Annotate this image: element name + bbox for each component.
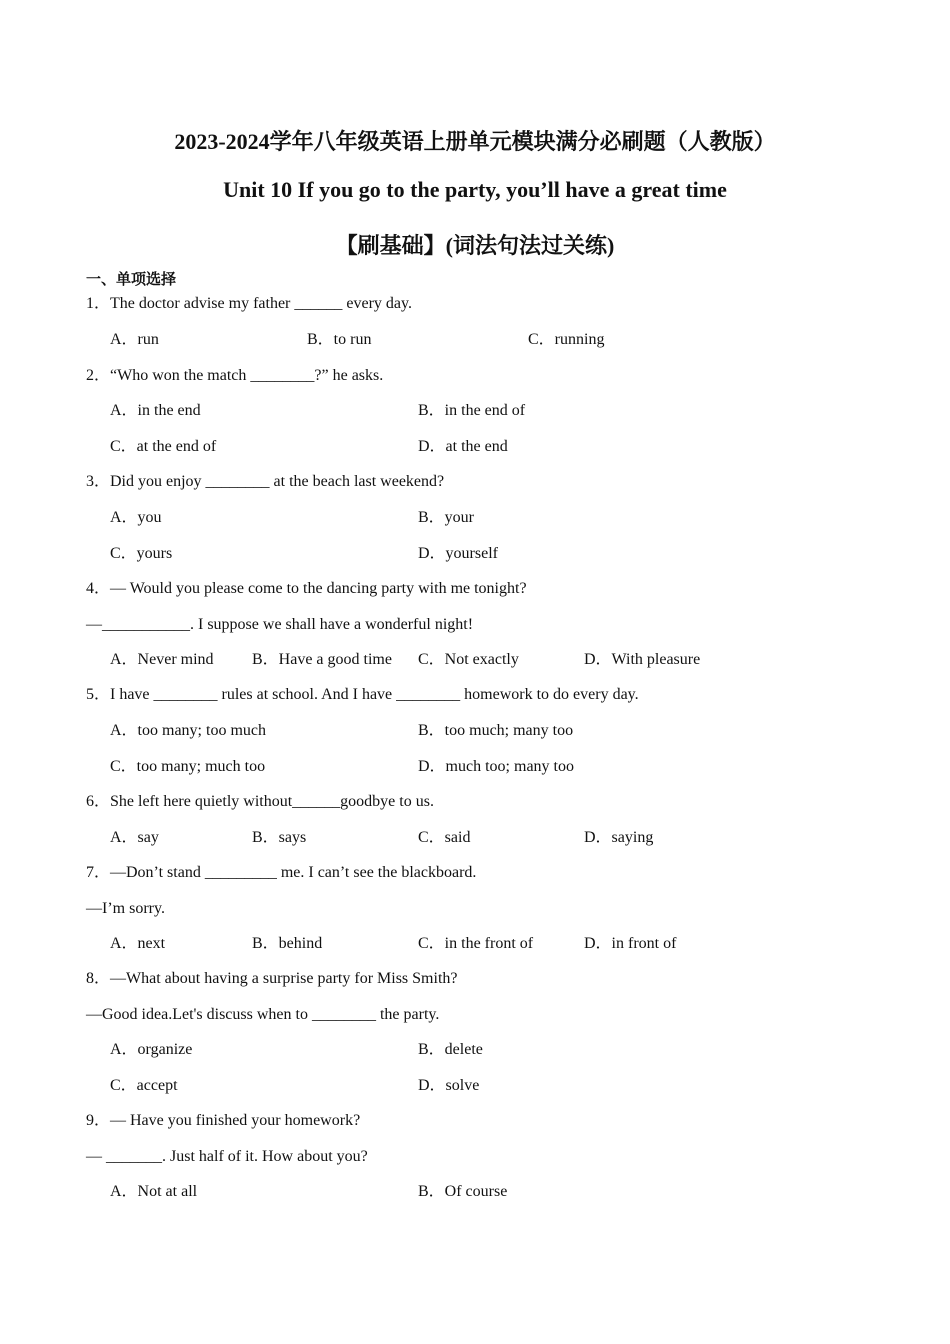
question-5-option-a: A．too many; too much: [110, 722, 266, 739]
question-8-option-d: D．solve: [418, 1077, 480, 1094]
question-4-stem: 4．— Would you please come to the dancing party with me tonight?: [86, 580, 527, 597]
question-8-option-c: C．accept: [110, 1077, 178, 1094]
question-6-option-b: B．says: [252, 829, 307, 846]
question-9-option-b: B．Of course: [418, 1183, 508, 1200]
question-9-response: — _______. Just half of it. How about you?: [86, 1148, 368, 1165]
question-6-option-c: C．said: [418, 829, 471, 846]
question-6-option-a: A．say: [110, 829, 159, 846]
question-8-response: —Good idea.Let's discuss when to ________ the party.: [86, 1006, 440, 1023]
question-1-stem: 1．The doctor advise my father ______ every day.: [86, 295, 412, 312]
document-title: 2023-2024学年八年级英语上册单元模块满分必刷题（人教版）: [174, 129, 776, 154]
question-9-option-a: A．Not at all: [110, 1183, 198, 1200]
question-7-response: —I’m sorry.: [86, 900, 165, 917]
unit-title: Unit 10 If you go to the party, you’ll have a great time: [223, 177, 727, 202]
question-2-option-c: C．at the end of: [110, 438, 217, 455]
question-5-option-b: B．too much; many too: [418, 722, 574, 739]
question-4-option-c: C．Not exactly: [418, 651, 519, 668]
question-7-option-b: B．behind: [252, 935, 323, 952]
question-1-option-a: A．run: [110, 331, 159, 348]
question-3-stem: 3．Did you enjoy ________ at the beach last weekend?: [86, 473, 445, 490]
question-4-option-a: A．Never mind: [110, 651, 214, 668]
question-6-stem: 6．She left here quietly without______goodbye to us.: [86, 793, 434, 810]
question-5-option-c: C．too many; much too: [110, 758, 266, 775]
section-heading: 一、单项选择: [86, 270, 177, 288]
question-8-option-b: B．delete: [418, 1041, 483, 1058]
question-7-stem: 7．—Don’t stand _________ me. I can’t see the blackboard.: [86, 864, 477, 881]
question-1-option-b: B．to run: [307, 331, 372, 348]
question-9-stem: 9．— Have you finished your homework?: [86, 1112, 361, 1129]
question-4-option-b: B．Have a good time: [252, 651, 392, 668]
question-8-stem: 8．—What about having a surprise party for Miss Smith?: [86, 970, 458, 987]
question-2-option-b: B．in the end of: [418, 402, 526, 419]
question-5-option-d: D．much too; many too: [418, 758, 574, 775]
question-3-option-b: B．your: [418, 509, 475, 526]
question-2-stem: 2．“Who won the match ________?” he asks.: [86, 367, 384, 384]
question-3-option-c: C．yours: [110, 545, 173, 562]
question-3-option-a: A．you: [110, 509, 162, 526]
question-2-option-a: A．in the end: [110, 402, 201, 419]
question-5-stem: 5．I have ________ rules at school. And I have ________ homework to do every day.: [86, 686, 639, 703]
question-7-option-c: C．in the front of: [418, 935, 534, 952]
question-4-response: —___________. I suppose we shall have a wonderful night!: [86, 616, 474, 633]
question-6-option-d: D．saying: [584, 829, 654, 846]
question-8-option-a: A．organize: [110, 1041, 193, 1058]
question-3-option-d: D．yourself: [418, 545, 498, 562]
question-7-option-d: D．in front of: [584, 935, 677, 952]
question-4-option-d: D．With pleasure: [584, 651, 701, 668]
question-7-option-a: A．next: [110, 935, 166, 952]
question-1-option-c: C．running: [528, 331, 605, 348]
question-2-option-d: D．at the end: [418, 438, 508, 455]
subtitle: 【刷基础】(词法句法过关练): [335, 233, 615, 258]
